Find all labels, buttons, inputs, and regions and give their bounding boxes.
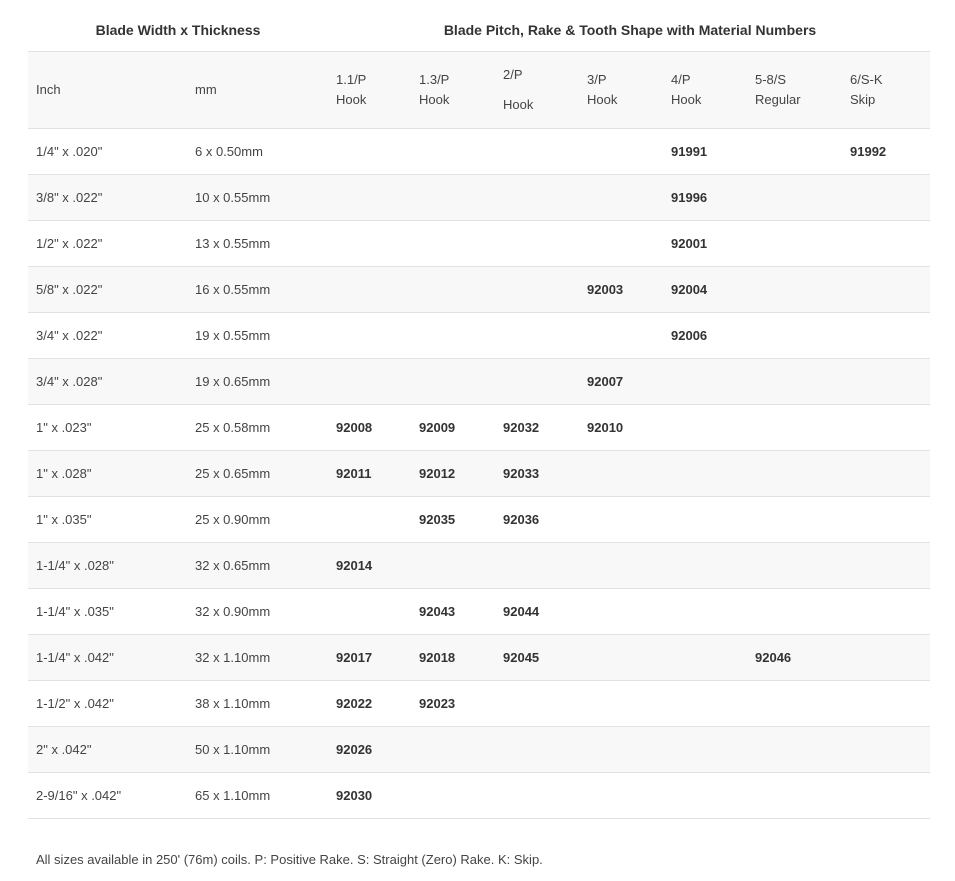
cell-material-number (579, 680, 663, 726)
cell-material-number (328, 496, 411, 542)
cell-material-number (328, 358, 411, 404)
cell-material-number (842, 312, 930, 358)
cell-material-number: 92033 (503, 465, 540, 481)
column-header-1-1p: 1.1/P Hook (336, 71, 367, 107)
cell-material-number (663, 634, 747, 680)
cell-mm: 50 x 1.10mm (195, 741, 271, 757)
cell-mm: 32 x 1.10mm (195, 649, 271, 665)
table-row (28, 542, 930, 588)
cell-material-number (842, 772, 930, 818)
table-row (28, 358, 930, 404)
cell-material-number (495, 220, 579, 266)
column-header-3p: 3/P Hook (587, 71, 618, 107)
cell-material-number (328, 220, 411, 266)
cell-mm: 16 x 0.55mm (195, 281, 271, 297)
cell-inch: 1/4" x .020" (36, 143, 103, 159)
cell-material-number: 92022 (336, 695, 373, 711)
cell-material-number (747, 588, 842, 634)
cell-material-number (663, 772, 747, 818)
cell-inch: 1" x .028" (36, 465, 92, 481)
cell-material-number (328, 174, 411, 220)
cell-material-number (495, 174, 579, 220)
cell-inch: 1-1/4" x .042" (36, 649, 114, 665)
cell-material-number: 92014 (336, 557, 373, 573)
cell-inch: 1-1/4" x .028" (36, 557, 114, 573)
cell-material-number (411, 312, 495, 358)
cell-material-number (495, 772, 579, 818)
cell-mm: 19 x 0.65mm (195, 373, 271, 389)
cell-inch: 2" x .042" (36, 741, 92, 757)
cell-inch: 2-9/16" x .042" (36, 787, 122, 803)
cell-material-number: 92007 (587, 373, 624, 389)
cell-material-number: 92010 (587, 419, 624, 435)
cell-material-number (842, 542, 930, 588)
cell-mm: 38 x 1.10mm (195, 695, 271, 711)
column-header-inch: Inch (36, 81, 61, 97)
cell-material-number (579, 312, 663, 358)
cell-mm: 32 x 0.65mm (195, 557, 271, 573)
cell-inch: 3/4" x .028" (36, 373, 103, 389)
cell-inch: 5/8" x .022" (36, 281, 103, 297)
cell-material-number (747, 680, 842, 726)
table-row (28, 128, 930, 174)
cell-material-number (747, 450, 842, 496)
cell-material-number (411, 266, 495, 312)
cell-material-number (747, 358, 842, 404)
cell-material-number (411, 358, 495, 404)
cell-material-number: 92035 (419, 511, 456, 527)
cell-material-number (328, 128, 411, 174)
cell-material-number: 91991 (671, 143, 708, 159)
cell-material-number: 92009 (419, 419, 456, 435)
cell-material-number (747, 542, 842, 588)
cell-material-number: 92011 (336, 465, 372, 481)
table-row (28, 266, 930, 312)
cell-material-number (663, 588, 747, 634)
cell-material-number: 92044 (503, 603, 540, 619)
table-row (28, 174, 930, 220)
cell-material-number (579, 450, 663, 496)
cell-material-number (328, 312, 411, 358)
cell-material-number: 91996 (671, 189, 708, 205)
cell-material-number (842, 726, 930, 772)
cell-material-number (747, 726, 842, 772)
cell-material-number: 92045 (503, 649, 540, 665)
cell-inch: 1-1/4" x .035" (36, 603, 114, 619)
cell-material-number (495, 542, 579, 588)
column-header-2p: 2/P Hook (503, 66, 534, 112)
group-header-blade-size: Blade Width x Thickness (95, 22, 261, 38)
cell-material-number (411, 128, 495, 174)
cell-inch: 1" x .023" (36, 419, 92, 435)
cell-material-number: 92017 (336, 649, 373, 665)
cell-inch: 1" x .035" (36, 511, 92, 527)
column-header-4p: 4/P Hook (671, 71, 702, 107)
table-row (28, 772, 930, 818)
cell-material-number (411, 542, 495, 588)
footnote: All sizes available in 250' (76m) coils. P: Positive Rake. S: Straight (Zero) Rake. K: Skip. (36, 852, 543, 867)
column-header-1-3p: 1.3/P Hook (419, 71, 450, 107)
cell-material-number (842, 588, 930, 634)
cell-mm: 32 x 0.90mm (195, 603, 271, 619)
cell-material-number (579, 588, 663, 634)
cell-material-number (579, 542, 663, 588)
cell-material-number (579, 128, 663, 174)
cell-material-number: 92008 (336, 419, 373, 435)
table-row (28, 726, 930, 772)
cell-material-number (579, 726, 663, 772)
cell-inch: 3/8" x .022" (36, 189, 103, 205)
cell-mm: 6 x 0.50mm (195, 143, 263, 159)
table-row (28, 496, 930, 542)
cell-mm: 65 x 1.10mm (195, 787, 271, 803)
cell-material-number (663, 404, 747, 450)
cell-material-number (328, 588, 411, 634)
cell-material-number (842, 266, 930, 312)
cell-material-number (663, 450, 747, 496)
table-header-row (28, 52, 930, 128)
cell-material-number: 92026 (336, 741, 373, 757)
cell-material-number (747, 174, 842, 220)
cell-material-number: 92032 (503, 419, 540, 435)
table-row (28, 220, 930, 266)
cell-material-number: 91992 (850, 143, 887, 159)
cell-material-number (747, 312, 842, 358)
cell-material-number (747, 496, 842, 542)
column-header-mm: mm (195, 81, 217, 97)
cell-mm: 13 x 0.55mm (195, 235, 271, 251)
cell-material-number (842, 634, 930, 680)
cell-material-number (663, 680, 747, 726)
cell-material-number (842, 404, 930, 450)
table-row (28, 312, 930, 358)
cell-material-number (842, 496, 930, 542)
cell-material-number (495, 726, 579, 772)
cell-material-number (579, 496, 663, 542)
column-header-6sk: 6/S-K Skip (850, 71, 883, 107)
table-row (28, 588, 930, 634)
cell-material-number (328, 266, 411, 312)
cell-material-number (495, 266, 579, 312)
cell-material-number: 92004 (671, 281, 708, 297)
cell-material-number (579, 634, 663, 680)
cell-material-number (579, 220, 663, 266)
cell-material-number (747, 220, 842, 266)
cell-material-number (663, 496, 747, 542)
cell-material-number (747, 266, 842, 312)
cell-material-number: 92030 (336, 787, 373, 803)
cell-material-number (411, 726, 495, 772)
blade-sizes-table (28, 52, 930, 819)
cell-material-number (411, 174, 495, 220)
cell-inch: 1-1/2" x .042" (36, 695, 114, 711)
table-row (28, 450, 930, 496)
cell-material-number (747, 404, 842, 450)
cell-material-number (747, 772, 842, 818)
cell-material-number (495, 128, 579, 174)
cell-material-number (663, 358, 747, 404)
cell-mm: 19 x 0.55mm (195, 327, 271, 343)
cell-material-number: 92023 (419, 695, 456, 711)
cell-material-number: 92003 (587, 281, 624, 297)
cell-material-number: 92036 (503, 511, 540, 527)
cell-mm: 25 x 0.58mm (195, 419, 271, 435)
cell-material-number (495, 680, 579, 726)
cell-material-number: 92018 (419, 649, 456, 665)
cell-inch: 3/4" x .022" (36, 327, 103, 343)
cell-material-number: 92012 (419, 465, 456, 481)
column-header-5-8s: 5-8/S Regular (755, 71, 801, 107)
table-row (28, 680, 930, 726)
cell-mm: 25 x 0.65mm (195, 465, 271, 481)
table-row (28, 634, 930, 680)
cell-material-number (842, 220, 930, 266)
cell-material-number (579, 772, 663, 818)
cell-material-number (842, 680, 930, 726)
table-row (28, 404, 930, 450)
cell-material-number (842, 358, 930, 404)
cell-material-number: 92006 (671, 327, 708, 343)
cell-material-number (411, 220, 495, 266)
cell-material-number (411, 772, 495, 818)
cell-material-number (842, 174, 930, 220)
cell-material-number: 92046 (755, 649, 792, 665)
cell-material-number (747, 128, 842, 174)
cell-inch: 1/2" x .022" (36, 235, 103, 251)
cell-mm: 25 x 0.90mm (195, 511, 271, 527)
cell-material-number (663, 726, 747, 772)
cell-material-number (663, 542, 747, 588)
cell-material-number (495, 312, 579, 358)
cell-material-number: 92001 (671, 235, 708, 251)
cell-material-number (842, 450, 930, 496)
group-header-blade-pitch: Blade Pitch, Rake & Tooth Shape with Material Numbers (443, 22, 817, 38)
cell-mm: 10 x 0.55mm (195, 189, 271, 205)
cell-material-number (495, 358, 579, 404)
cell-material-number: 92043 (419, 603, 456, 619)
cell-material-number (579, 174, 663, 220)
